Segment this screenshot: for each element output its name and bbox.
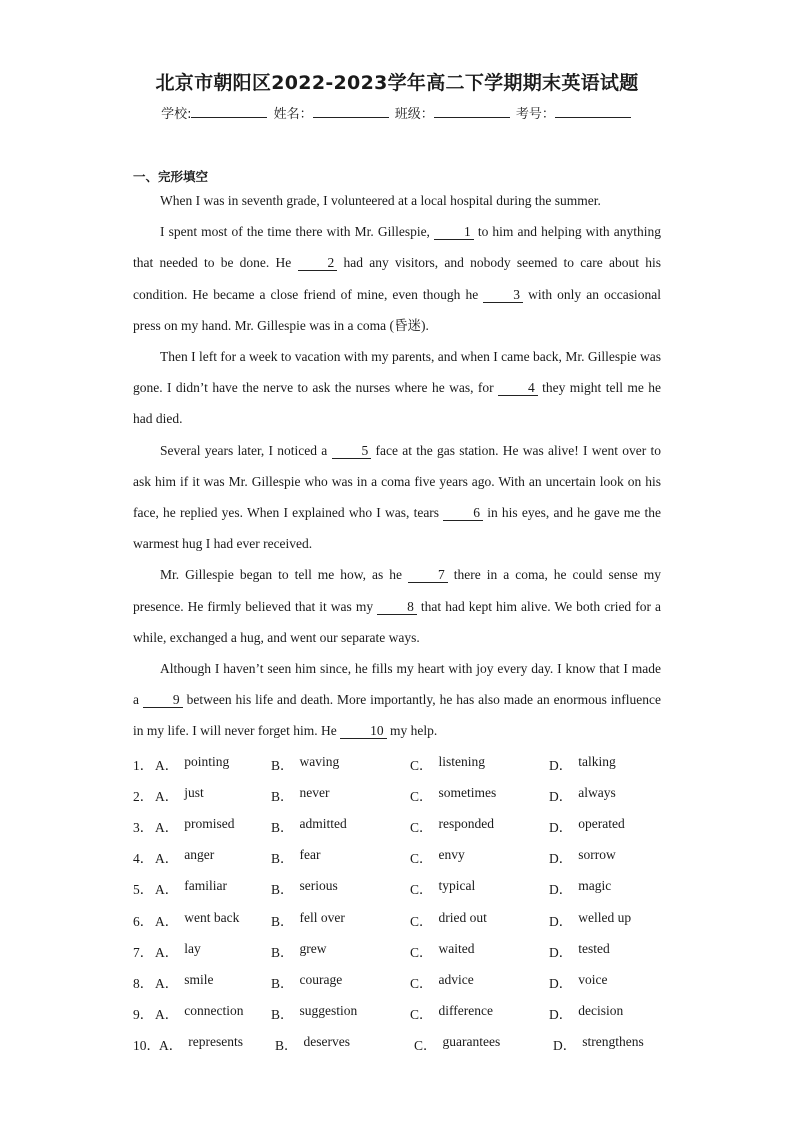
question-row [133, 904, 673, 935]
option-text: sometimes [438, 784, 497, 800]
option-letter: B． [275, 1038, 298, 1054]
option-text: listening [438, 753, 486, 769]
option-letter: A． [159, 1038, 183, 1054]
option-text: voice [578, 971, 608, 987]
option-letter: B． [271, 975, 294, 991]
answer-option[interactable] [414, 1034, 553, 1054]
option-letter: B． [271, 882, 294, 898]
option-text: never [299, 784, 330, 800]
question-number: 5． [133, 882, 154, 898]
option-text: welled up [578, 909, 632, 925]
option-letter: D． [549, 819, 573, 835]
option-letter: C． [410, 819, 433, 835]
option-letter: D． [549, 851, 573, 867]
question-row [133, 748, 673, 779]
answer-option[interactable] [410, 785, 549, 805]
answer-option[interactable] [410, 910, 549, 930]
option-text: waited [438, 940, 475, 956]
passage-text: Mr. Gillespie began to tell me how, as he [160, 567, 409, 583]
school-blank[interactable] [191, 105, 267, 118]
option-text: promised [184, 815, 235, 831]
passage-text: to him and helping with anything that needed to be done. He [133, 224, 661, 271]
option-letter: B． [271, 819, 294, 835]
answer-option[interactable] [549, 972, 669, 992]
passage-text: had any visitors, and nobody seemed to care about his condition. He became a close friend of mine, even though he [133, 255, 661, 302]
passage-text: I spent most of the time there with Mr. Gillespie, [160, 224, 435, 240]
question-number: 9． [133, 1007, 154, 1023]
option-text: went back [184, 909, 240, 925]
answer-option[interactable] [155, 754, 271, 774]
question-row [133, 966, 673, 997]
option-text: represents [188, 1034, 243, 1050]
option-text: admitted [299, 815, 347, 831]
question-number: 6． [133, 913, 154, 929]
passage-paragraph [133, 185, 661, 216]
option-text: typical [438, 878, 476, 894]
option-text: operated [578, 815, 625, 831]
option-letter: C． [410, 757, 433, 773]
answer-option[interactable] [410, 878, 549, 898]
answer-option[interactable] [410, 754, 549, 774]
passage-paragraph [133, 653, 661, 747]
answer-option[interactable] [410, 972, 549, 992]
passage-paragraph [133, 216, 661, 341]
passage-paragraph [133, 341, 661, 435]
option-text: familiar [184, 878, 227, 894]
question-number: 8． [133, 975, 154, 991]
cloze-passage [133, 185, 661, 747]
blank-gap[interactable]: 10 [340, 724, 387, 739]
passage-text: Then I left for a week to vacation with my parents, and when I came back, Mr. Gillespie was gone. I didn’t have the nerve to ask the nurses where he was, for [133, 349, 661, 396]
option-text: smile [184, 971, 214, 987]
option-letter: A． [155, 788, 179, 804]
option-letter: C． [410, 882, 433, 898]
blank-gap[interactable]: 7 [408, 568, 448, 583]
passage-text: Several years later, I noticed a [160, 442, 332, 458]
option-text: grew [299, 940, 327, 956]
option-letter: C． [410, 975, 433, 991]
option-letter: B． [271, 944, 294, 960]
question-number: 3． [133, 819, 154, 835]
option-letter: D． [549, 757, 573, 773]
question-number: 1． [133, 757, 154, 773]
option-text: always [578, 784, 616, 800]
answer-option[interactable] [271, 941, 410, 961]
blank-gap[interactable]: 9 [143, 693, 183, 708]
answer-option[interactable] [410, 1003, 549, 1023]
option-letter: D． [549, 788, 573, 804]
answer-option[interactable] [271, 878, 410, 898]
passage-text: face at the gas station. He was alive! I went over to ask him if it was Mr. Gillespie who was in a coma five years ago. With an uncertain look on his face, he replied yes. When I explained who I was, tears [133, 442, 661, 521]
blank-gap[interactable]: 8 [377, 600, 417, 615]
passage-text: that had kept him alive. We both cried for a while, exchanged a hug, and went our separate ways. [133, 598, 661, 645]
class-label: 班级： [394, 107, 434, 122]
answer-option[interactable] [271, 1003, 410, 1023]
option-letter: A． [155, 757, 179, 773]
school-label: 学校: [161, 107, 192, 122]
option-text: guarantees [442, 1034, 501, 1050]
answer-option[interactable] [410, 816, 549, 836]
answer-option[interactable] [275, 1034, 414, 1054]
option-letter: C． [410, 1007, 433, 1023]
option-text: fell over [299, 909, 345, 925]
option-text: pointing [184, 753, 230, 769]
question-number: 2． [133, 788, 154, 804]
student-info-row [0, 103, 794, 122]
option-letter: B． [271, 1007, 294, 1023]
answer-option[interactable] [155, 972, 271, 992]
passage-text: there in a coma, he could sense my presence. He firmly believed that it was my [133, 567, 662, 614]
option-letter: D． [549, 975, 573, 991]
option-letter: D． [549, 944, 573, 960]
blank-gap[interactable]: 6 [443, 506, 483, 521]
answer-option[interactable] [549, 847, 669, 867]
answer-option[interactable] [155, 910, 271, 930]
exam-number-label: 考号： [515, 107, 555, 122]
option-text: serious [299, 878, 338, 894]
question-row [133, 810, 673, 841]
blank-gap[interactable]: 1 [434, 225, 474, 240]
option-text: suggestion [299, 1003, 358, 1019]
answer-option[interactable] [553, 1034, 673, 1054]
question-row [133, 842, 673, 873]
option-text: courage [299, 971, 343, 987]
question-options [133, 748, 673, 1060]
option-letter: A． [155, 975, 179, 991]
option-text: responded [438, 815, 494, 831]
option-text: connection [184, 1003, 244, 1019]
passage-text: between his life and death. More importantly, he has also made an enormous influence in my life. I will never forget him. He [133, 692, 661, 739]
name-blank[interactable] [313, 105, 389, 118]
option-letter: D． [549, 1007, 573, 1023]
answer-option[interactable] [549, 754, 669, 774]
option-text: magic [578, 878, 612, 894]
option-text: just [184, 784, 204, 800]
answer-option[interactable] [549, 941, 669, 961]
answer-option[interactable] [155, 785, 271, 805]
option-letter: D． [553, 1038, 577, 1054]
question-row [133, 998, 673, 1029]
option-letter: A． [155, 944, 179, 960]
question-row [133, 1029, 673, 1060]
class-blank[interactable] [434, 105, 510, 118]
option-text: anger [184, 847, 215, 863]
question-row [133, 935, 673, 966]
answer-option[interactable] [271, 910, 410, 930]
answer-option[interactable] [155, 878, 271, 898]
answer-option[interactable] [549, 910, 669, 930]
question-number: 10． [133, 1038, 160, 1054]
blank-gap[interactable]: 4 [498, 381, 538, 396]
option-text: sorrow [578, 847, 616, 863]
option-letter: D． [549, 882, 573, 898]
option-text: strengthens [582, 1034, 644, 1050]
option-letter: B． [271, 788, 294, 804]
answer-option[interactable] [155, 1003, 271, 1023]
option-letter: C． [410, 788, 433, 804]
answer-option[interactable] [271, 754, 410, 774]
answer-option[interactable] [410, 847, 549, 867]
option-text: decision [578, 1003, 624, 1019]
passage-paragraph [133, 559, 661, 653]
answer-option[interactable] [155, 847, 271, 867]
passage-text: with only an occasional press on my hand. Mr. Gillespie was in a coma (昏迷). [133, 286, 662, 333]
question-number: 4． [133, 851, 154, 867]
option-letter: A． [155, 819, 179, 835]
page-title: 北京市朝阳区2022-2023学年高二下学期期末英语试题 [155, 72, 639, 94]
option-letter: B． [271, 913, 294, 929]
blank-gap[interactable]: 2 [298, 256, 338, 271]
name-label: 姓名： [273, 107, 313, 122]
question-number: 7． [133, 944, 154, 960]
passage-paragraph [133, 435, 661, 560]
option-text: waving [299, 753, 340, 769]
passage-text: they might tell me he had died. [133, 380, 661, 427]
answer-option[interactable] [410, 941, 549, 961]
exam-number-blank[interactable] [555, 105, 631, 118]
option-text: advice [438, 971, 474, 987]
option-text: talking [578, 753, 616, 769]
option-letter: A． [155, 1007, 179, 1023]
blank-gap[interactable]: 5 [332, 444, 372, 459]
passage-text: my help. [386, 723, 438, 739]
answer-option[interactable] [549, 785, 669, 805]
option-text: dried out [438, 909, 487, 925]
answer-option[interactable] [271, 816, 410, 836]
option-text: tested [578, 940, 610, 956]
option-text: envy [438, 847, 465, 863]
option-letter: C． [410, 851, 433, 867]
answer-option[interactable] [271, 847, 410, 867]
answer-option[interactable] [155, 816, 271, 836]
option-text: difference [438, 1003, 493, 1019]
option-letter: C． [414, 1038, 437, 1054]
answer-option[interactable] [155, 941, 271, 961]
passage-text: Although I haven’t seen him since, he fills my heart with joy every day. I know that I made a [133, 661, 661, 708]
passage-text: When I was in seventh grade, I volunteered at a local hospital during the summer. [160, 193, 601, 208]
answer-option[interactable] [549, 816, 669, 836]
question-row [133, 779, 673, 810]
answer-option[interactable] [271, 972, 410, 992]
option-letter: C． [410, 913, 433, 929]
option-letter: C． [410, 944, 433, 960]
answer-option[interactable] [549, 1003, 669, 1023]
option-letter: D． [549, 913, 573, 929]
answer-option[interactable] [159, 1034, 275, 1054]
question-row [133, 873, 673, 904]
section-heading: 一、完形填空 [133, 169, 209, 184]
option-letter: B． [271, 757, 294, 773]
option-letter: A． [155, 913, 179, 929]
option-letter: A． [155, 882, 179, 898]
answer-option[interactable] [549, 878, 669, 898]
option-letter: A． [155, 851, 179, 867]
answer-option[interactable] [271, 785, 410, 805]
option-text: lay [184, 940, 201, 956]
option-text: deserves [303, 1034, 350, 1050]
option-letter: B． [271, 851, 294, 867]
blank-gap[interactable]: 3 [483, 288, 523, 303]
passage-text: in his eyes, and he gave me the warmest hug I had ever received. [133, 505, 661, 552]
option-text: fear [299, 847, 321, 863]
